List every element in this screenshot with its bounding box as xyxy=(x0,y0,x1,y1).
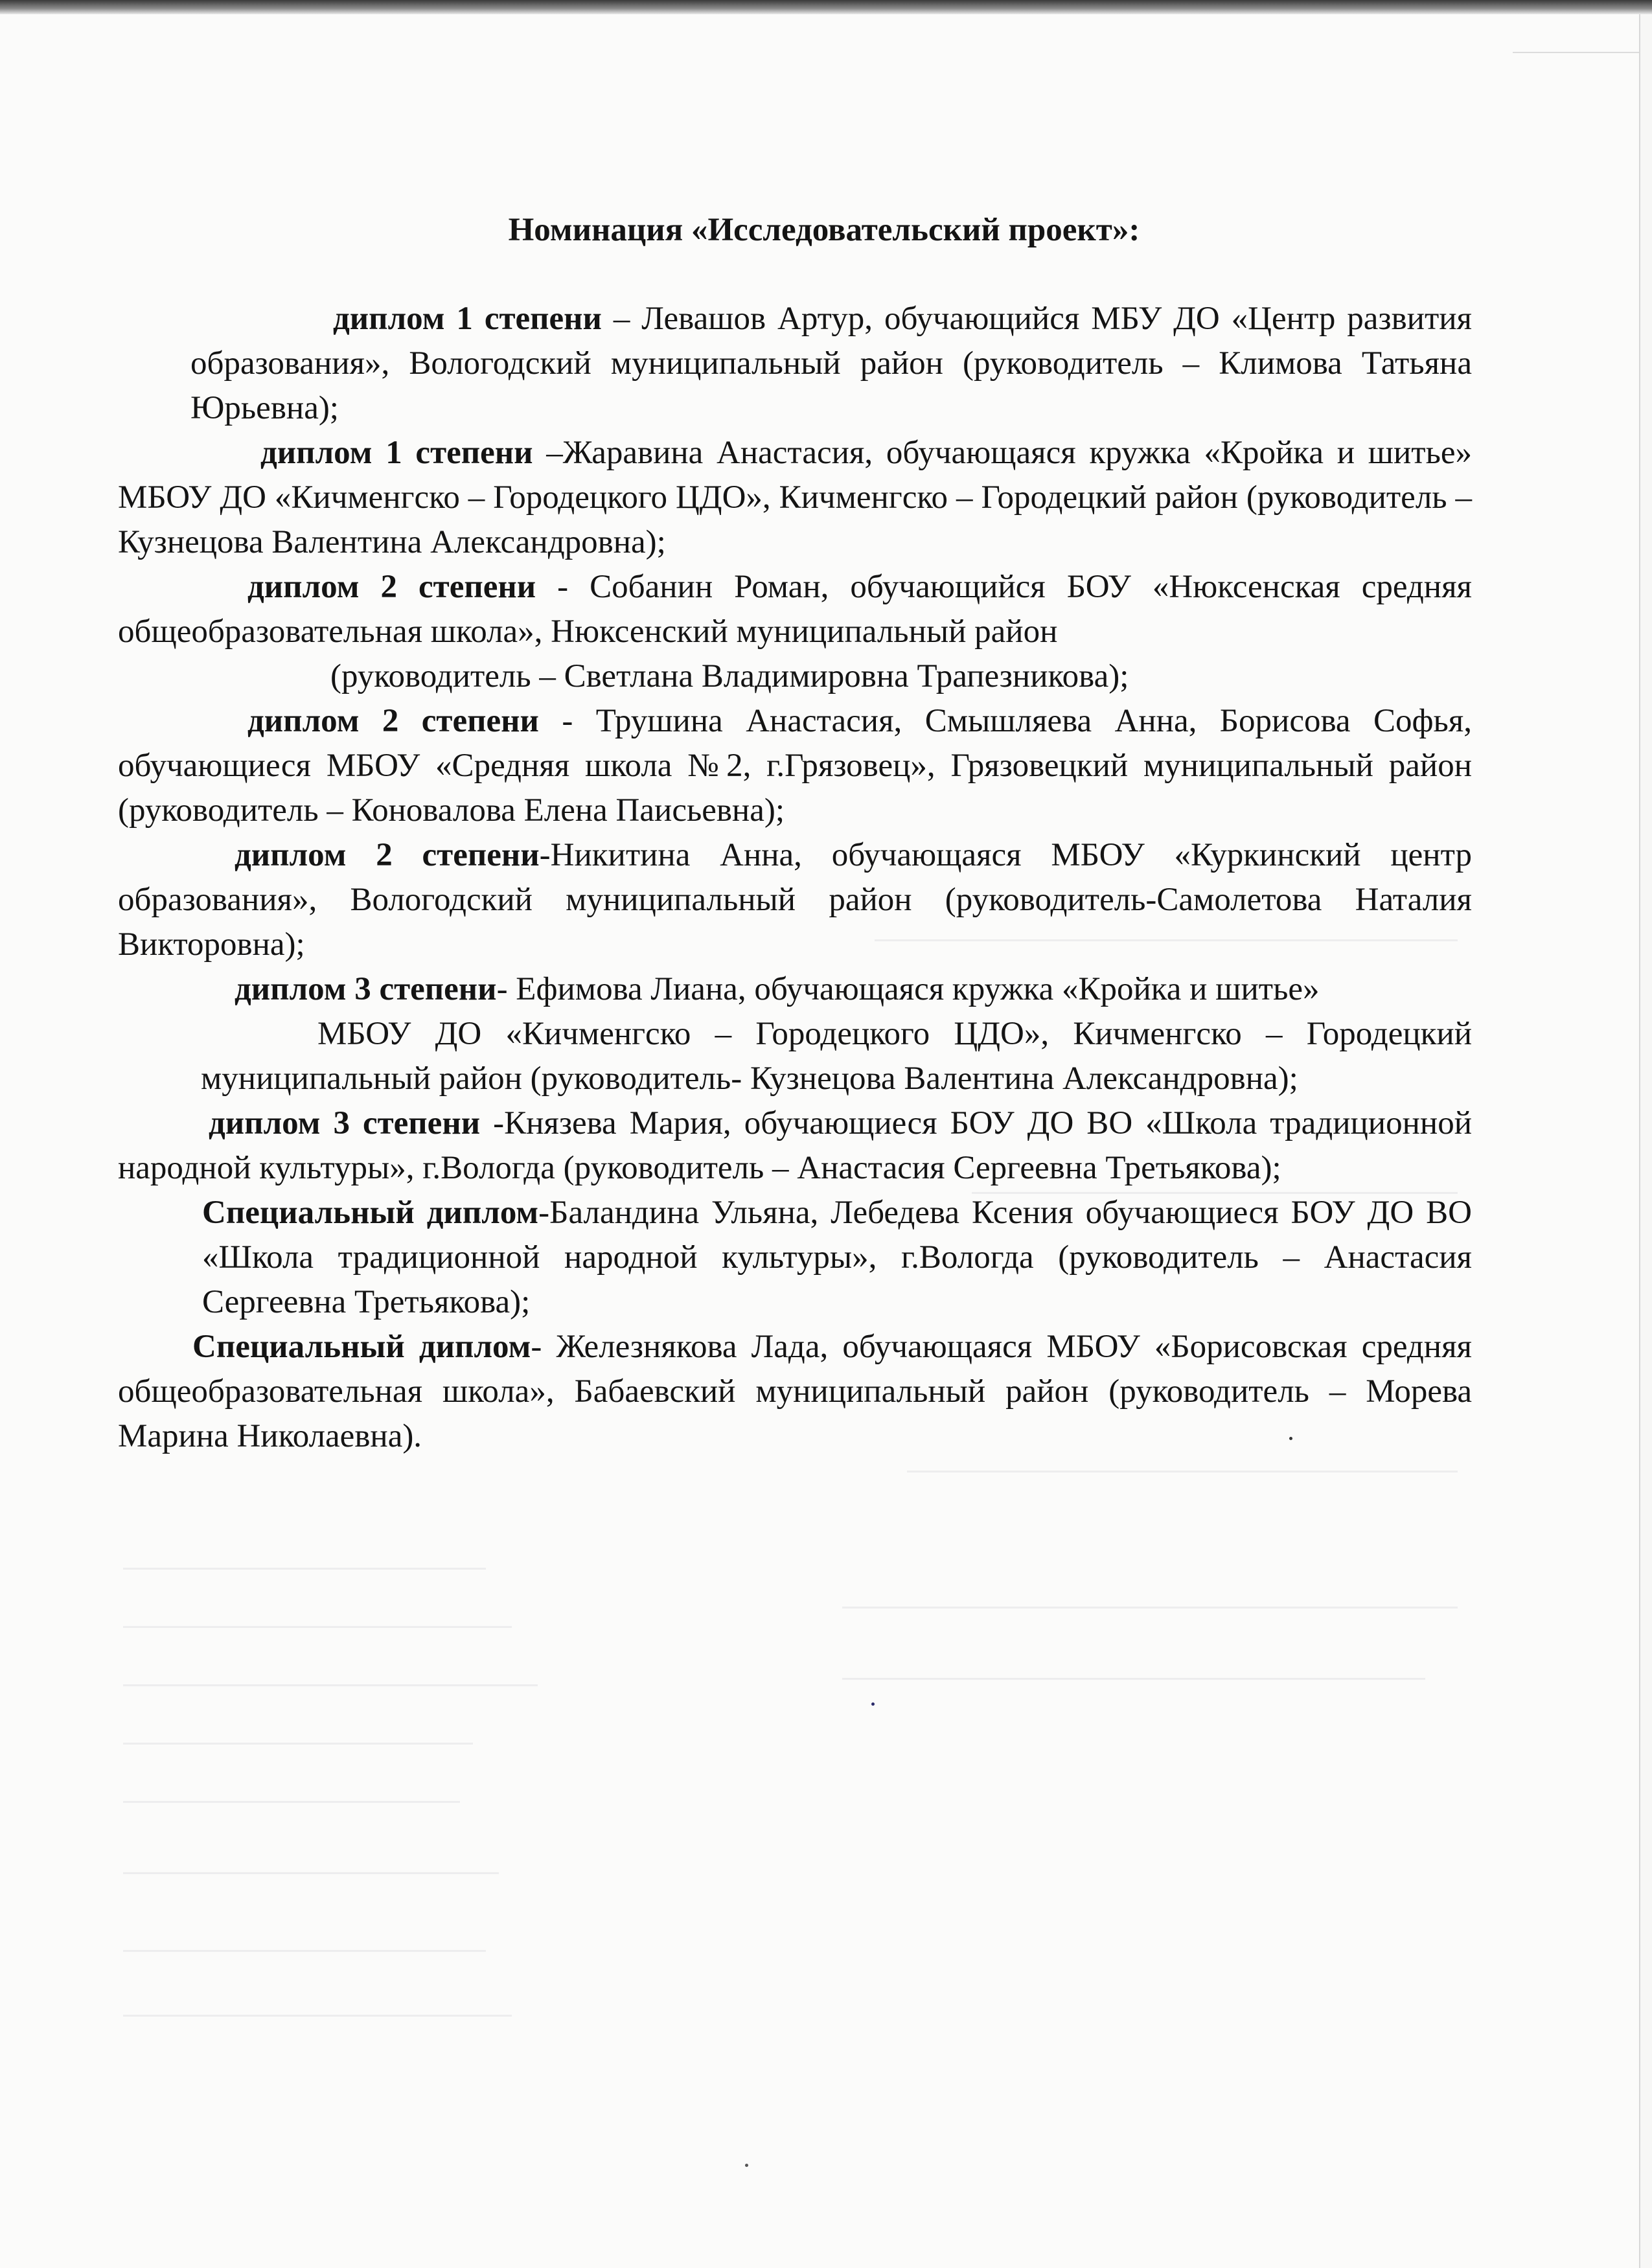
award-text: –Жаравина Анастасия, обучающаяся кружка «Кройка и шитье» МБОУ ДО «Кичменгско – Городецкого ЦДО», Кичменгско – Городецкий район (руководитель – Кузнецова Валентина Александровна); xyxy=(118,435,1472,560)
award-text: -Баландина Ульяна, Лебедева Ксения обучающиеся БОУ ДО ВО «Школа традиционной народной культуры», г.Вологда (руководитель – Анастасия Сергеевна Третьякова); xyxy=(202,1195,1472,1320)
ink-speck xyxy=(745,2164,748,2167)
bleed-through-line xyxy=(123,1950,486,1952)
award-label: Специальный диплом xyxy=(202,1195,539,1231)
award-continuation: МБОУ ДО «Кичменгско – Городецкого ЦДО», Кичменгско – Городецкий муниципальный район (руководитель- Кузнецова Валентина Александровна); xyxy=(201,1016,1472,1097)
ink-speck xyxy=(871,1702,875,1706)
award-entry-7 xyxy=(118,1101,1472,1191)
nomination-title: Номинация «Исследовательский проект»: xyxy=(508,212,1140,248)
bleed-through-line xyxy=(123,1684,538,1686)
award-label: диплом 2 степени xyxy=(247,569,536,605)
bleed-through-line xyxy=(123,1626,512,1628)
award-label: диплом 3 степени xyxy=(235,971,497,1007)
award-text: -Никитина Анна, обучающаяся МБОУ «Куркинский центр образования», Вологодский муниципальный район (руководитель-Самолетова Наталия Викторовна); xyxy=(118,837,1472,963)
award-entry-5 xyxy=(118,833,1472,967)
award-text: - Трушина Анастасия, Смышляева Анна, Борисова Софья, обучающиеся МБОУ «Средняя школа №2, г.Грязовец», Грязовецкий муниципальный район (руководитель – Коновалова Елена Паисьевна); xyxy=(118,703,1472,829)
award-continuation: (руководитель – Светлана Владимировна Трапезникова); xyxy=(330,658,1129,694)
bleed-through-line xyxy=(842,1678,1425,1680)
bleed-through-line xyxy=(123,1801,460,1803)
award-label: диплом 2 степени xyxy=(235,837,540,873)
bleed-through-line xyxy=(123,1872,499,1874)
award-label: диплом 1 степени xyxy=(260,435,533,471)
bleed-through-line xyxy=(123,2015,512,2017)
bleed-through-line xyxy=(907,1471,1458,1472)
award-label: диплом 1 степени xyxy=(333,301,602,337)
bleed-through-line xyxy=(123,1568,486,1570)
award-entry-3 xyxy=(118,565,1472,699)
bleed-through-line xyxy=(842,1607,1458,1609)
award-entry-6 xyxy=(118,967,1472,1101)
award-text: - Ефимова Лиана, обучающаяся кружка «Кройка и шитье» xyxy=(496,971,1320,1007)
award-entry-2 xyxy=(118,431,1472,565)
bleed-through-line xyxy=(123,1743,473,1745)
award-text: – Левашов Артур, обучающийся МБУ ДО «Центр развития образования», Вологодский муниципальный район (руководитель – Климова Татьяна Юрьевна); xyxy=(190,301,1472,426)
award-entry-8 xyxy=(118,1191,1472,1325)
award-label: диплом 3 степени xyxy=(209,1105,481,1141)
award-text: - Железнякова Лада, обучающаяся МБОУ «Борисовская средняя общеобразовательная школа», Бабаевский муниципальный район (руководитель – Морева Марина Николаевна). xyxy=(118,1329,1472,1454)
scanner-edge xyxy=(0,0,1652,14)
document-body xyxy=(118,207,1472,1459)
award-text: -Князева Мария, обучающиеся БОУ ДО ВО «Школа традиционной народной культуры», г.Вологда (руководитель – Анастасия Сергеевна Третьякова); xyxy=(118,1105,1472,1186)
paper-edge-line xyxy=(1513,52,1639,53)
award-entry-1 xyxy=(118,297,1472,431)
award-entry-9 xyxy=(118,1325,1472,1459)
award-entry-4 xyxy=(118,699,1472,833)
award-text: - Собанин Роман, обучающийся БОУ «Нюксенская средняя общеобразовательная школа», Нюксенский муниципальный район xyxy=(118,569,1472,650)
award-label: Специальный диплом xyxy=(192,1329,531,1365)
award-label: диплом 2 степени xyxy=(247,703,539,739)
